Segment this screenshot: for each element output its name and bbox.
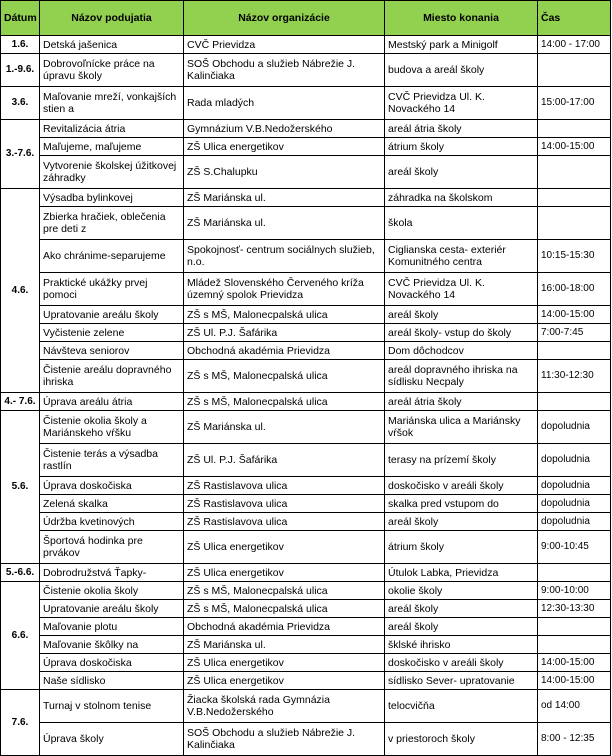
organization-cell: ZŠ Ulica energetikov	[184, 564, 385, 582]
time-cell: od 14:00	[538, 690, 611, 723]
event-name-cell: Návšteva seniorov	[40, 342, 184, 360]
event-name-cell: Naše sídlisko	[40, 672, 184, 690]
organization-cell: Obchodná akadémia Prievidza	[184, 618, 385, 636]
place-cell: átrium školy	[385, 531, 538, 564]
place-cell: doskočisko v areáli školy	[385, 477, 538, 495]
table-row	[1, 636, 611, 654]
table-row	[1, 156, 611, 189]
time-cell: 12:30-13:30	[538, 600, 611, 618]
organization-cell: ZŠ s MŠ, Malonecpalská ulica	[184, 306, 385, 324]
place-cell: areál školy	[385, 618, 538, 636]
table-row	[1, 207, 611, 240]
time-cell	[538, 618, 611, 636]
event-name-cell: Úprava doskočiska	[40, 654, 184, 672]
time-cell: dopoludnia	[538, 477, 611, 495]
place-cell: terasy na prízemí školy	[385, 444, 538, 477]
organization-cell: ZŠ Mariánska ul.	[184, 189, 385, 207]
event-name-cell: Upratovanie areálu školy	[40, 600, 184, 618]
time-cell	[538, 393, 611, 411]
place-cell: doskočisko v areáli školy	[385, 654, 538, 672]
time-cell: dopoludnia	[538, 411, 611, 444]
place-cell: areál školy	[385, 600, 538, 618]
place-cell: areál átria školy	[385, 120, 538, 138]
time-cell: 11:30-12:30	[538, 360, 611, 393]
place-cell: areál školy	[385, 513, 538, 531]
organization-cell: ZŠ Ulica energetikov	[184, 654, 385, 672]
time-cell	[538, 120, 611, 138]
time-cell: 14:00-15:00	[538, 672, 611, 690]
time-cell: 10:15-15:30	[538, 240, 611, 273]
place-cell: areál školy	[385, 156, 538, 189]
time-cell	[538, 342, 611, 360]
table-row	[1, 564, 611, 582]
event-name-cell: Maľovanie mreží, vonkajších stien a	[40, 87, 184, 120]
place-cell: škola	[385, 207, 538, 240]
place-cell: CVČ Prievidza Ul. K. Novackého 14	[385, 87, 538, 120]
time-cell: 14:00-15:00	[538, 138, 611, 156]
date-cell: 3.6.	[1, 87, 40, 120]
table-row	[1, 306, 611, 324]
table-row	[1, 273, 611, 306]
table-row	[1, 444, 611, 477]
header-organization: Názov organizácie	[184, 1, 385, 36]
date-cell: 1.6.	[1, 36, 40, 54]
organization-cell: ZŠ Mariánska ul.	[184, 636, 385, 654]
place-cell: sídlisko Sever- upratovanie	[385, 672, 538, 690]
event-name-cell: Dobrovoľnícke práce na úpravu školy	[40, 54, 184, 87]
table-row	[1, 672, 611, 690]
time-cell: dopoludnia	[538, 444, 611, 477]
time-cell: 9:00-10:00	[538, 582, 611, 600]
table-row	[1, 477, 611, 495]
place-cell: v priestoroch školy	[385, 723, 538, 756]
event-name-cell: Ako chránime-separujeme	[40, 240, 184, 273]
event-name-cell: Maľovanie plotu	[40, 618, 184, 636]
organization-cell: ZŠ Ulica energetikov	[184, 531, 385, 564]
time-cell: 14:00 - 17:00	[538, 36, 611, 54]
header-time: Čas	[538, 1, 611, 36]
event-name-cell: Úprava doskočiska	[40, 477, 184, 495]
time-cell: 7:00-7:45	[538, 324, 611, 342]
table-row	[1, 393, 611, 411]
table-row	[1, 618, 611, 636]
event-name-cell: Údržba kvetinových	[40, 513, 184, 531]
event-name-cell: Revitalizácia átria	[40, 120, 184, 138]
event-name-cell: Turnaj v stolnom tenise	[40, 690, 184, 723]
table-row	[1, 582, 611, 600]
table-row	[1, 723, 611, 756]
date-cell: 4.- 7.6.	[1, 393, 40, 411]
header-datum: Dátum	[1, 1, 40, 36]
table-row	[1, 189, 611, 207]
header-row	[1, 1, 611, 36]
place-cell: Dom dôchodcov	[385, 342, 538, 360]
event-name-cell: Úprava areálu átria	[40, 393, 184, 411]
event-name-cell: Zelená skalka	[40, 495, 184, 513]
organization-cell: Žiacka školská rada Gymnázia V.B.Nedožerského	[184, 690, 385, 723]
time-cell	[538, 156, 611, 189]
time-cell: 8:00 - 12:35	[538, 723, 611, 756]
organization-cell: ZŠ s MŠ, Malonecpalská ulica	[184, 360, 385, 393]
organization-cell: CVČ Prievidza	[184, 36, 385, 54]
place-cell: budova a areál školy	[385, 54, 538, 87]
organization-cell: SOŠ Obchodu a služieb Nábrežie J. Kalinčiaka	[184, 723, 385, 756]
organization-cell: ZŠ Ulica energetikov	[184, 672, 385, 690]
place-cell: Útulok Labka, Prievidza	[385, 564, 538, 582]
date-cell: 4.6.	[1, 189, 40, 393]
organization-cell: ZŠ s MŠ, Malonecpalská ulica	[184, 600, 385, 618]
place-cell: šklské ihrisko	[385, 636, 538, 654]
table-row	[1, 36, 611, 54]
place-cell: areál školy- vstup do školy	[385, 324, 538, 342]
organization-cell: ZŠ s MŠ, Malonecpalská ulica	[184, 582, 385, 600]
place-cell: areál dopravného ihriska na sídlisku Necpaly	[385, 360, 538, 393]
time-cell	[538, 564, 611, 582]
place-cell: záhradka na školskom	[385, 189, 538, 207]
organization-cell: Gymnázium V.B.Nedožerského	[184, 120, 385, 138]
event-name-cell: Upratovanie areálu školy	[40, 306, 184, 324]
header-event-name: Názov podujatia	[40, 1, 184, 36]
organization-cell: ZŠ Mariánska ul.	[184, 207, 385, 240]
event-name-cell: Výsadba bylinkovej	[40, 189, 184, 207]
event-name-cell: Zbierka hračiek, oblečenia pre deti z	[40, 207, 184, 240]
table-row	[1, 654, 611, 672]
place-cell: Mariánska ulica a Mariánsky vŕšok	[385, 411, 538, 444]
time-cell	[538, 189, 611, 207]
organization-cell: ZŠ Rastislavova ulica	[184, 477, 385, 495]
table-row	[1, 120, 611, 138]
table-row	[1, 600, 611, 618]
organization-cell: Obchodná akadémia Prievidza	[184, 342, 385, 360]
organization-cell: SOŠ Obchodu a služieb Nábrežie J. Kalinčiaka	[184, 54, 385, 87]
table-row	[1, 360, 611, 393]
place-cell: areál školy	[385, 306, 538, 324]
place-cell: skalka pred vstupom do	[385, 495, 538, 513]
table-row	[1, 411, 611, 444]
table-row	[1, 87, 611, 120]
table-row	[1, 690, 611, 723]
place-cell: CVČ Prievidza Ul. K. Novackého 14	[385, 273, 538, 306]
organization-cell: ZŠ Ul. P.J. Šafárika	[184, 444, 385, 477]
time-cell: 14:00-15:00	[538, 306, 611, 324]
organization-cell: ZŠ s MŠ, Malonecpalská ulica	[184, 393, 385, 411]
event-name-cell: Vyčistenie zelene	[40, 324, 184, 342]
date-cell: 6.6.	[1, 582, 40, 690]
time-cell: 14:00-15:00	[538, 654, 611, 672]
event-name-cell: Čistenie terás a výsadba rastlín	[40, 444, 184, 477]
organization-cell: Rada mladých	[184, 87, 385, 120]
date-cell: 3.-7.6.	[1, 120, 40, 189]
date-cell: 1.-9.6.	[1, 54, 40, 87]
place-cell: átrium školy	[385, 138, 538, 156]
place-cell: telocvičňa	[385, 690, 538, 723]
organization-cell: ZŠ S.Chalupku	[184, 156, 385, 189]
date-cell: 5.-6.6.	[1, 564, 40, 582]
time-cell	[538, 207, 611, 240]
table-row	[1, 495, 611, 513]
date-cell: 5.6.	[1, 411, 40, 564]
place-cell: areál átria školy	[385, 393, 538, 411]
event-name-cell: Vytvorenie školskej úžitkovej záhradky	[40, 156, 184, 189]
time-cell: 9:00-10:45	[538, 531, 611, 564]
time-cell: 16:00-18:00	[538, 273, 611, 306]
organization-cell: Spokojnosť- centrum sociálnych služieb, n.o.	[184, 240, 385, 273]
organization-cell: ZŠ Ul. P.J. Šafárika	[184, 324, 385, 342]
time-cell	[538, 636, 611, 654]
organization-cell: ZŠ Ulica energetikov	[184, 138, 385, 156]
event-name-cell: Praktické ukážky prvej pomoci	[40, 273, 184, 306]
event-name-cell: Čistenie areálu dopravného ihriska	[40, 360, 184, 393]
place-cell: Ciglianska cesta- exteriér Komunitného centra	[385, 240, 538, 273]
event-name-cell: Športová hodinka pre prvákov	[40, 531, 184, 564]
table-row	[1, 54, 611, 87]
event-name-cell: Úprava školy	[40, 723, 184, 756]
table-row	[1, 513, 611, 531]
organization-cell: ZŠ Mariánska ul.	[184, 411, 385, 444]
event-name-cell: Maľujeme, maľujeme	[40, 138, 184, 156]
organization-cell: Mládež Slovenského Červeného kríža územný spolok Prievidza	[184, 273, 385, 306]
event-name-cell: Maľovanie škôlky na	[40, 636, 184, 654]
table-row	[1, 531, 611, 564]
event-name-cell: Čistenie okolia školy a Mariánskeho vŕšku	[40, 411, 184, 444]
place-cell: Mestský park a Minigolf	[385, 36, 538, 54]
time-cell: dopoludnia	[538, 513, 611, 531]
event-name-cell: Detská jašenica	[40, 36, 184, 54]
header-place: Miesto konania	[385, 1, 538, 36]
time-cell	[538, 54, 611, 87]
table-row	[1, 324, 611, 342]
event-name-cell: Čistenie okolia školy	[40, 582, 184, 600]
table-row	[1, 240, 611, 273]
place-cell: okolie školy	[385, 582, 538, 600]
time-cell: 15:00-17:00	[538, 87, 611, 120]
date-cell: 7.6.	[1, 690, 40, 756]
organization-cell: ZŠ Rastislavova ulica	[184, 495, 385, 513]
time-cell: dopoludnia	[538, 495, 611, 513]
organization-cell: ZŠ Rastislavova ulica	[184, 513, 385, 531]
event-name-cell: Dobrodružstvá Ťapky-	[40, 564, 184, 582]
table-row	[1, 342, 611, 360]
table-row	[1, 138, 611, 156]
